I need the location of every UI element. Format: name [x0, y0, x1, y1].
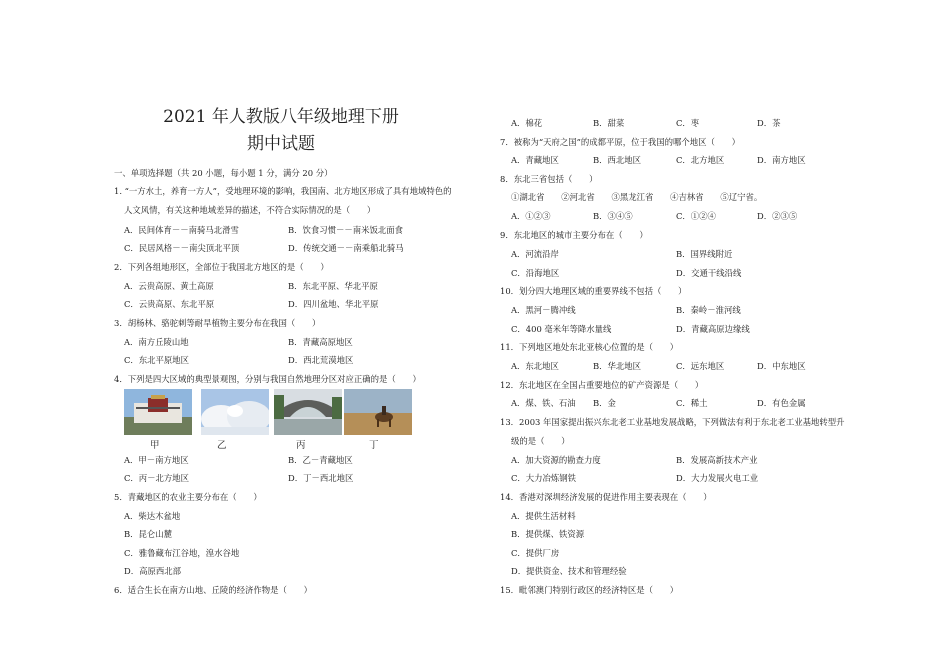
q3-option-a: A．南方丘陵山地	[124, 337, 189, 347]
q12-option-c: C．稀土	[676, 398, 708, 408]
q4-option-b: B．乙－青藏地区	[288, 455, 353, 465]
q11-stem: 11．下列地区地处东北亚核心位置的是（ ）	[500, 342, 679, 352]
q13-option-c: C．大力冶炼钢铁	[511, 473, 577, 483]
q9-option-c: C．沿海地区	[511, 268, 560, 278]
q4-option-a: A．甲－南方地区	[124, 455, 189, 465]
q12-stem: 12．东北地区在全国占重要地位的矿产资源是（ ）	[500, 380, 704, 390]
photo-snow-landscape	[201, 389, 269, 435]
q14-option-a: A．提供生活材料	[511, 511, 576, 521]
q1-stem-cont: 人文风情，有关这种地域差异的描述，不符合实际情况的是（ ）	[124, 205, 376, 215]
q8-option-c: C．①②④	[676, 211, 716, 221]
q15-stem: 15．毗邻澳门特别行政区的经济特区是（ ）	[500, 585, 679, 595]
q1-option-c: C．民居风格－－南尖顶北平顶	[124, 243, 240, 253]
q5-option-d: D．高原西北部	[124, 566, 181, 576]
q13-option-a: A．加大资源的勘查力度	[511, 455, 601, 465]
q5-option-b: B．昆仑山麓	[124, 529, 173, 539]
q7-stem: 7．被称为“天府之国”的成都平原，位于我国的哪个地区（ ）	[500, 137, 741, 147]
q7-option-a: A．青藏地区	[511, 155, 559, 165]
q13-option-d: D．大力发展火电工业	[676, 473, 759, 483]
caption-jia: 甲	[150, 440, 160, 451]
q6-option-d: D．茶	[757, 118, 781, 128]
q10-option-a: A．黑河－腾冲线	[511, 305, 576, 315]
q8-option-b: B．③④⑤	[593, 211, 633, 221]
photo-stone-bridge	[274, 389, 342, 435]
q14-option-b: B．提供煤、铁资源	[511, 529, 585, 539]
q3-stem: 3．胡杨林、骆驼刺等耐旱植物主要分布在我国（ ）	[114, 318, 321, 328]
q8-stem: 8．东北三省包括（ ）	[500, 174, 598, 184]
q1-option-b: B．饮食习惯－－南米饭北面食	[288, 225, 404, 235]
q11-option-c: C．远东地区	[676, 361, 725, 371]
q11-option-d: D．中东地区	[757, 361, 806, 371]
q11-option-b: B．华北地区	[593, 361, 642, 371]
q2-option-a: A．云贵高原、黄土高原	[124, 281, 214, 291]
q6-stem: 6．适合生长在南方山地、丘陵的经济作物是（ ）	[114, 585, 312, 595]
q11-option-a: A．东北地区	[511, 361, 559, 371]
q14-option-c: C．提供厂房	[511, 548, 560, 558]
q1-option-a: A．民间体育－－南骑马北滑雪	[124, 225, 239, 235]
title-line-2: 期中试题	[247, 134, 315, 154]
q12-option-d: D．有色金属	[757, 398, 806, 408]
q13-stem-cont: 级的是（ ）	[511, 436, 570, 446]
q7-option-c: C．北方地区	[676, 155, 725, 165]
q6-option-a: A．棉花	[511, 118, 543, 128]
caption-bing: 丙	[296, 440, 306, 451]
q10-option-c: C．400 毫米年等降水量线	[511, 324, 612, 334]
q6-option-c: C．枣	[676, 118, 700, 128]
caption-yi: 乙	[217, 440, 227, 451]
photo-desert-rider	[344, 389, 412, 435]
q12-option-b: B．金	[593, 398, 616, 408]
q10-option-b: B．秦岭－淮河线	[676, 305, 741, 315]
q2-stem: 2．下列各组地形区，全部位于我国北方地区的是（ ）	[114, 262, 329, 272]
q7-option-b: B．西北地区	[593, 155, 642, 165]
q5-stem: 5．青藏地区的农业主要分布在（ ）	[114, 492, 262, 502]
q10-option-d: D．青藏高原边缘线	[676, 324, 750, 334]
photo-potala-palace	[124, 389, 192, 435]
q2-option-c: C．云贵高原、东北平原	[124, 299, 215, 309]
q6-option-b: B．甜菜	[593, 118, 625, 128]
title-line-1: 2021 年人教版八年级地理下册	[163, 107, 399, 127]
q2-option-b: B．东北平原、华北平原	[288, 281, 378, 291]
q7-option-d: D．南方地区	[757, 155, 806, 165]
q9-stem: 9．东北地区的城市主要分布在（ ）	[500, 230, 648, 240]
q1-stem: 1. “一方水土，养育一方人”，受地理环境的影响，我国南、北方地区形成了具有地域特色的	[114, 186, 452, 196]
q3-option-d: D．西北荒漠地区	[288, 355, 354, 365]
page-title	[150, 104, 412, 158]
q12-option-a: A．煤、铁、石油	[511, 398, 576, 408]
q2-option-d: D．四川盆地、华北平原	[288, 299, 379, 309]
q4-option-c: C．丙－北方地区	[124, 473, 190, 483]
q8-option-a: A．①②③	[511, 211, 551, 221]
q9-option-a: A．河流沿岸	[511, 249, 559, 259]
q1-option-d: D．传统交通－－南乘船北骑马	[288, 243, 404, 253]
q13-option-b: B．发展高新技术产业	[676, 455, 758, 465]
q3-option-c: C．东北平原地区	[124, 355, 190, 365]
caption-ding: 丁	[369, 440, 379, 451]
q8-items: ①湖北省 ②河北省 ③黑龙江省 ④吉林省 ⑤辽宁省。	[511, 192, 763, 202]
q4-option-d: D．丁－西北地区	[288, 473, 354, 483]
q9-option-d: D．交通干线沿线	[676, 268, 742, 278]
q13-stem: 13．2003 年国家提出振兴东北老工业基地发展战略，下列做法有利于东北老工业基地转型升	[500, 417, 845, 427]
q14-option-d: D．提供资金、技术和管理经验	[511, 566, 627, 576]
q14-stem: 14．香港对深圳经济发展的促进作用主要表现在（ ）	[500, 492, 712, 502]
q4-stem: 4．下列是四大区域的典型景观图，分别与我国自然地理分区对应正确的是（ ）	[114, 374, 421, 384]
q8-option-d: D．②③⑤	[757, 211, 798, 221]
q5-option-c: C．雅鲁藏布江谷地，湟水谷地	[124, 548, 240, 558]
q10-stem: 10．划分四大地理区域的重要界线不包括（ ）	[500, 286, 687, 296]
q9-option-b: B．国界线附近	[676, 249, 733, 259]
q3-option-b: B．青藏高原地区	[288, 337, 353, 347]
section-heading: 一、单项选择题（共 20 小题，每小题 1 分，满分 20 分）	[114, 168, 333, 178]
q5-option-a: A．柴达木盆地	[124, 511, 181, 521]
